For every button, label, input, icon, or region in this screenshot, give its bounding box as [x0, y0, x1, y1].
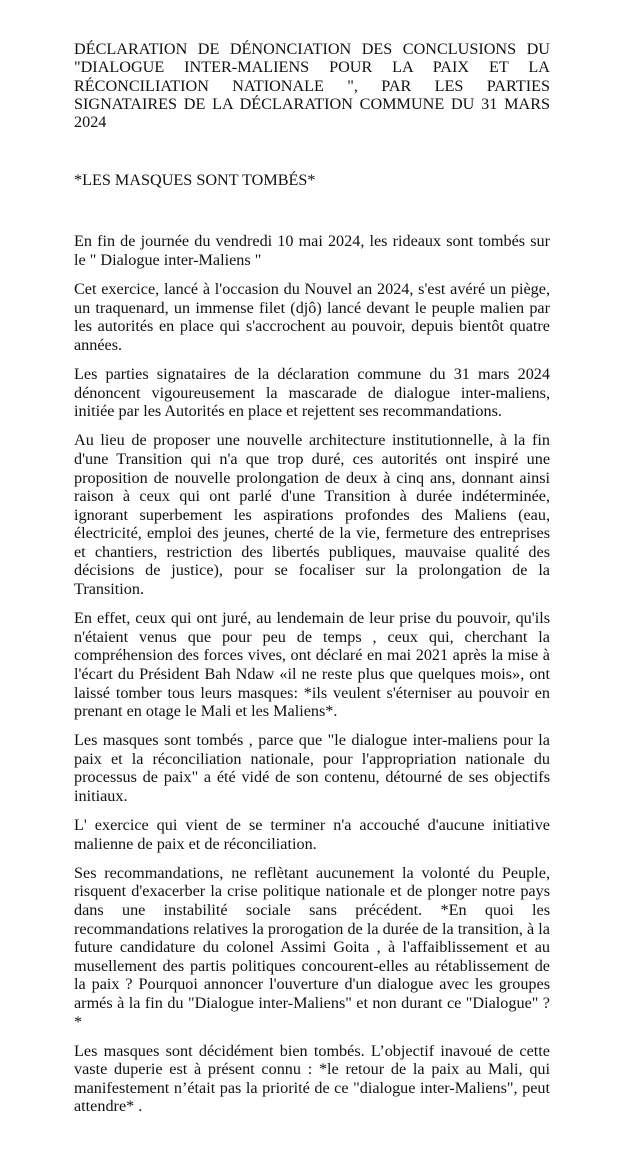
paragraph-5: En effet, ceux qui ont juré, au lendemain de leur prise du pouvoir, qu'ils n'étaient venus que pour peu de temps , ceux qui, cherchant la compréhension des forces vives, ont déclaré en mai 2021 après la mise à l'écart du Président Bah Ndaw «il ne reste plus que quelques mois», ont laissé tomber tous leurs masques: *ils veulent s'éterniser au pouvoir en prenant en otage le Mali et les Maliens*. — [74, 609, 550, 721]
paragraph-4: Au lieu de proposer une nouvelle architecture institutionnelle, à la fin d'une Transition qui n'a que trop duré, ces autorités ont inspiré une proposition de nouvelle prolongation de deux à cinq ans, donnant ainsi raison à ceux qui ont parlé d'une Transition à durée indéterminée, ignorant superbement les aspirations profondes des Maliens (eau, électricité, emploi des jeunes, cherté de la vie, fermeture des entreprises et chantiers, restriction des libertés publiques, mauvaise qualité des décisions de justice), pour se focaliser sur la prolongation de la Transition. — [74, 431, 550, 599]
paragraph-8: Ses recommandations, ne reflètant aucunement la volonté du Peuple, risquent d'exacerber la crise politique nationale et de plonger notre pays dans une instabilité sociale sans précédent. *En quoi les recommandations relatives la prorogation de la durée de la transition, à la future candidature du colonel Assimi Goita , à l'affaiblissement et au musellement des partis politiques concourent-elles au rétablissement de la paix ? Pourquoi annoncer l'ouverture d'un dialogue avec les groupes armés à la fin du "Dialogue inter-Maliens" et non durant ce "Dialogue" ?* — [74, 863, 550, 1031]
document-subtitle: *LES MASQUES SONT TOMBÉS* — [74, 171, 316, 190]
paragraph-6: Les masques sont tombés , parce que "le dialogue inter-maliens pour la paix et la réconciliation nationale, pour l'appropriation nationale du processus de paix" a été vidé de son contenu, détourné de ses objectifs initiaux. — [74, 731, 550, 806]
paragraph-3: Les parties signataires de la déclaration commune du 31 mars 2024 dénoncent vigoureusement la mascarade de dialogue inter-maliens, initiée par les Autorités en place et rejettent ses recommandations. — [74, 365, 550, 421]
document-title: DÉCLARATION DE DÉNONCIATION DES CONCLUSIONS DU "DIALOGUE INTER-MALIENS POUR LA PAIX ET LA RÉCONCILIATION NATIONALE ", PAR LES PARTIES SIGNATAIRES DE LA DÉCLARATION COMMUNE DU 31 MARS 2024 — [74, 40, 550, 132]
paragraph-1: En fin de journée du vendredi 10 mai 2024, les rideaux sont tombés sur le " Dialogue inter-Maliens " — [74, 232, 550, 270]
document-body — [74, 232, 550, 1116]
paragraph-9: Les masques sont décidément bien tombés. L’objectif inavoué de cette vaste duperie est à présent connu : *le retour de la paix au Mali, qui manifestement n’était pas la priorité de ce "dialogue inter-Maliens", peut attendre* . — [74, 1041, 550, 1116]
paragraph-2: Cet exercice, lancé à l'occasion du Nouvel an 2024, s'est avéré un piège, un traquenard, un immense filet (djô) lancé devant le peuple malien par les autorités en place qui s'accrochent au pouvoir, depuis bientôt quatre années. — [74, 280, 550, 354]
paragraph-7: L' exercice qui vient de se terminer n'a accouché d'aucune initiative malienne de paix et de réconciliation. — [74, 816, 550, 853]
